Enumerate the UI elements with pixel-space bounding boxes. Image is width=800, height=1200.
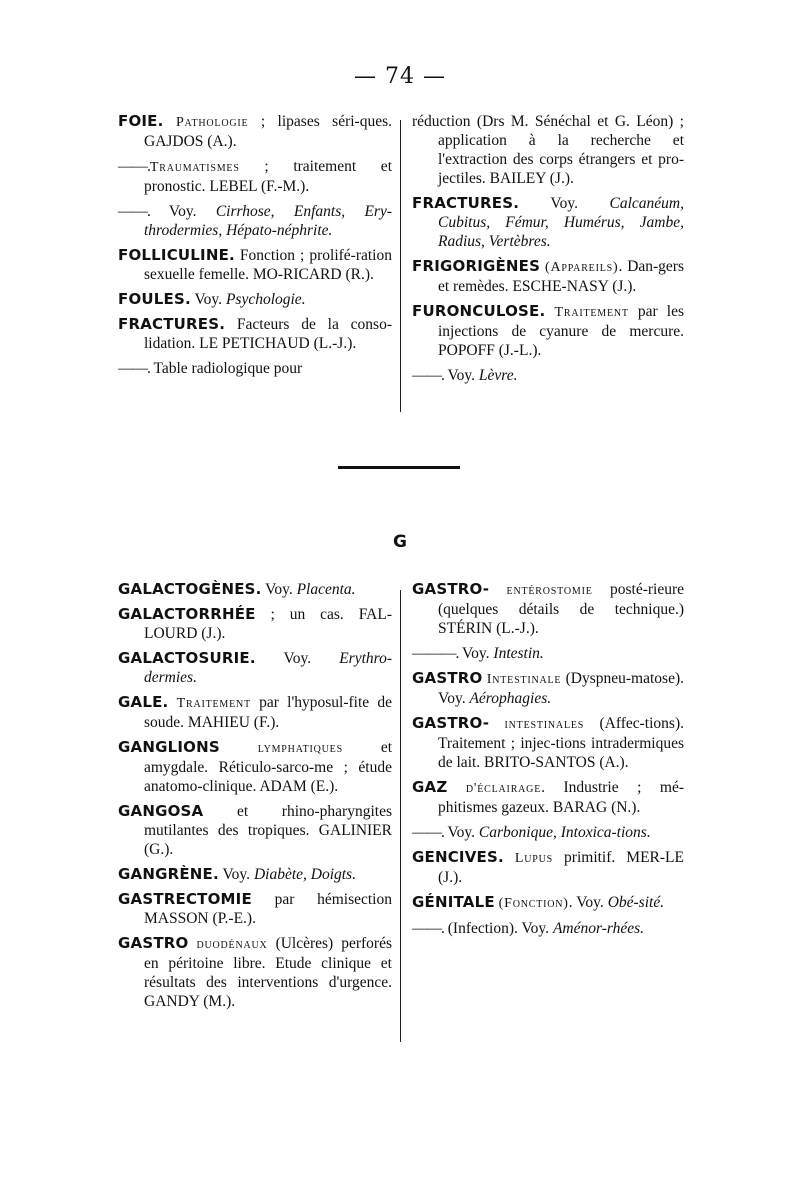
entry-dash: ——. — [118, 203, 150, 220]
entry-text: Voy. — [458, 645, 494, 662]
index-entry — [118, 738, 392, 796]
entry-dash: ——. — [412, 920, 444, 937]
entry-heading: FRACTURES. — [412, 194, 520, 212]
page-number: — 74 — — [354, 64, 446, 89]
entry-heading: FOULES. — [118, 290, 191, 308]
entry-text: réduction (Drs M. Sénéchal et G. Léon) ; application à la recherche et l'extraction des corps étrangers et pro-jectiles. BAILEY (J.). — [412, 113, 684, 187]
entry-heading: GASTRO- — [412, 580, 490, 598]
entry-qualifier: Lupus — [514, 851, 554, 866]
entry-text: (Affec-tions). Traitement ; injec-tions intradermiques de lait. BRITO-SANTOS (A.). — [438, 715, 684, 771]
entry-qualifier: Intestinale — [486, 672, 562, 687]
index-entry — [412, 302, 684, 360]
entry-text: par l'hyposul-fite de soude. MAHIEU (F.). — [144, 694, 392, 731]
entry-heading: GANGLIONS — [118, 738, 220, 756]
entry-reference: Intestin. — [493, 645, 544, 662]
entry-heading: GAZ — [412, 778, 448, 796]
entry-dash: ———. — [412, 645, 459, 662]
index-entry — [412, 893, 684, 913]
entry-text: Table radiologique pour — [149, 360, 303, 377]
entry-text: Voy. — [255, 650, 340, 667]
entry-heading: FOIE. — [118, 112, 164, 130]
entry-text: primitif. MER-LE (J.). — [438, 849, 684, 886]
entry-heading: GASTRO — [412, 669, 483, 687]
column-divider — [400, 590, 401, 1042]
index-entry — [118, 246, 392, 284]
entry-dash: ——. — [412, 824, 444, 841]
entry-reference: Cirrhose, Enfants, Ery-throdermies, Hépato-néphrite. — [144, 203, 392, 239]
entry-text: Fonction ; prolifé-ration sexuelle femelle. MO-RICARD (R.). — [144, 247, 392, 283]
entry-text: . Voy. — [568, 894, 608, 911]
entry-text: et rhino-pharyngites mutilantes des tropiques. GALINIER (G.). — [144, 803, 392, 858]
entry-qualifier: d'éclairage — [465, 781, 542, 796]
bottom-right-column — [412, 580, 684, 944]
entry-reference: Carbonique, Intoxica-tions. — [478, 824, 651, 841]
entry-text: (Infection). Voy. — [443, 920, 553, 937]
entry-reference: Psychologie. — [225, 291, 306, 308]
entry-reference: Diabète, Doigts. — [253, 866, 356, 883]
entry-text: Voy. — [443, 824, 479, 841]
entry-reference: Lèvre. — [478, 367, 518, 384]
index-entry — [412, 778, 684, 817]
index-entry — [118, 802, 392, 859]
entry-reference: Erythro-dermies. — [144, 650, 392, 686]
entry-heading: GASTRO — [118, 934, 189, 952]
entry-qualifier: intestinales — [504, 717, 585, 732]
entry-heading: GASTRECTOMIE — [118, 890, 252, 908]
index-entry — [412, 366, 684, 385]
index-entry — [412, 669, 684, 708]
index-entry — [118, 290, 392, 309]
entry-text: et amygdale. Réticulo-sarco-me ; étude anatomo-clinique. ADAM (E.). — [144, 739, 392, 795]
entry-text: Voy. — [519, 195, 610, 212]
index-entry — [412, 919, 684, 938]
section-letter: G — [393, 532, 407, 552]
entry-text: posté-rieure (quelques détails de technique.) STÉRIN (L.-J.). — [438, 581, 684, 637]
entry-text: ; traitement et pronostic. LEBEL (F.-M.). — [144, 158, 392, 195]
index-entry — [118, 890, 392, 928]
index-entry — [118, 865, 392, 884]
index-entry — [118, 359, 392, 378]
entry-heading: FURONCULOSE. — [412, 302, 546, 320]
entry-qualifier: Traitement — [176, 696, 251, 711]
entry-text: . Industrie ; mé-phitismes gazeux. BARAG (N.). — [438, 779, 684, 816]
entry-heading: GALACTOGÈNES. — [118, 580, 262, 598]
entry-heading: GASTRO- — [412, 714, 490, 732]
entry-text: par hémisection MASSON (P.-E.). — [144, 891, 392, 927]
index-entry — [118, 112, 392, 151]
entry-heading: GALE. — [118, 693, 169, 711]
index-entry — [118, 605, 392, 643]
top-right-column — [412, 112, 684, 391]
entry-qualifier: (Appareils) — [545, 260, 619, 275]
entry-heading: GENCIVES. — [412, 848, 504, 866]
entry-reference: Placenta. — [296, 581, 356, 598]
entry-text: Voy. — [190, 291, 226, 308]
column-divider — [400, 120, 401, 412]
entry-text: Voy. — [149, 203, 216, 220]
entry-text: (Ulcères) perforés en péritoine libre. Etude clinique et résultats des interventions d'urgence. GANDY (M.). — [144, 935, 392, 1010]
index-entry — [118, 649, 392, 687]
entry-text: (Dyspneu-matose). Voy. — [438, 670, 684, 707]
entry-reference: Aménor-rhées. — [552, 920, 645, 937]
index-entry — [118, 580, 392, 599]
index-entry — [412, 112, 684, 188]
entry-text: Voy. — [218, 866, 254, 883]
entry-qualifier: (Fonction) — [498, 896, 569, 911]
index-entry — [412, 580, 684, 638]
entry-heading: FRIGORIGÈNES — [412, 257, 541, 275]
entry-heading: GALACTOSURIE. — [118, 649, 256, 667]
index-entry — [118, 315, 392, 353]
entry-heading: FOLLICULINE. — [118, 246, 235, 264]
entry-reference: Aérophagies. — [469, 690, 552, 707]
index-entry — [118, 934, 392, 1011]
entry-heading: FRACTURES. — [118, 315, 226, 333]
entry-heading: GALACTORRHÉE — [118, 605, 256, 623]
entry-qualifier: entérostomie — [506, 583, 593, 598]
entry-qualifier: lymphatiques — [257, 741, 343, 756]
index-entry — [118, 202, 392, 240]
entry-qualifier: Pathologie — [175, 115, 249, 130]
bottom-left-column — [118, 580, 392, 1017]
entry-qualifier: duodénaux — [196, 937, 268, 952]
index-entry — [118, 157, 392, 196]
index-entry — [412, 194, 684, 251]
index-entry — [118, 693, 392, 732]
entry-text: Voy. — [443, 367, 479, 384]
entry-text: . Dan-gers et remèdes. ESCHE-NASY (J.). — [438, 258, 684, 295]
index-entry — [412, 644, 684, 663]
entry-text: ; un cas. FAL-LOURD (J.). — [144, 606, 392, 642]
entry-heading: GANGOSA — [118, 802, 204, 820]
entry-text: ; lipases séri-ques. GAJDOS (A.). — [144, 113, 392, 150]
entry-heading: GANGRÈNE. — [118, 865, 219, 883]
index-entry — [412, 714, 684, 772]
entry-text: Facteurs de la conso-lidation. LE PETICHAUD (L.-J.). — [144, 316, 392, 352]
entry-dash: ——. — [118, 360, 150, 377]
entry-reference: Calcanéum, Cubitus, Fémur, Humérus, Jambe, Radius, Vertèbres. — [438, 195, 684, 250]
entry-dash: ——. — [412, 367, 444, 384]
index-entry — [412, 823, 684, 842]
entry-qualifier: Traitement — [554, 305, 629, 320]
top-left-column — [118, 112, 392, 384]
entry-qualifier: Traumatismes — [149, 160, 240, 175]
entry-heading: GÉNITALE — [412, 893, 495, 911]
entry-text: Voy. — [261, 581, 297, 598]
entry-text: par les injections de cyanure de mercure. POPOFF (J.-L.). — [438, 303, 685, 359]
index-entry — [412, 848, 684, 887]
section-rule — [338, 466, 460, 469]
entry-dash: ——. — [118, 158, 150, 175]
index-entry — [412, 257, 684, 296]
entry-reference: Obé-sité. — [607, 894, 665, 911]
